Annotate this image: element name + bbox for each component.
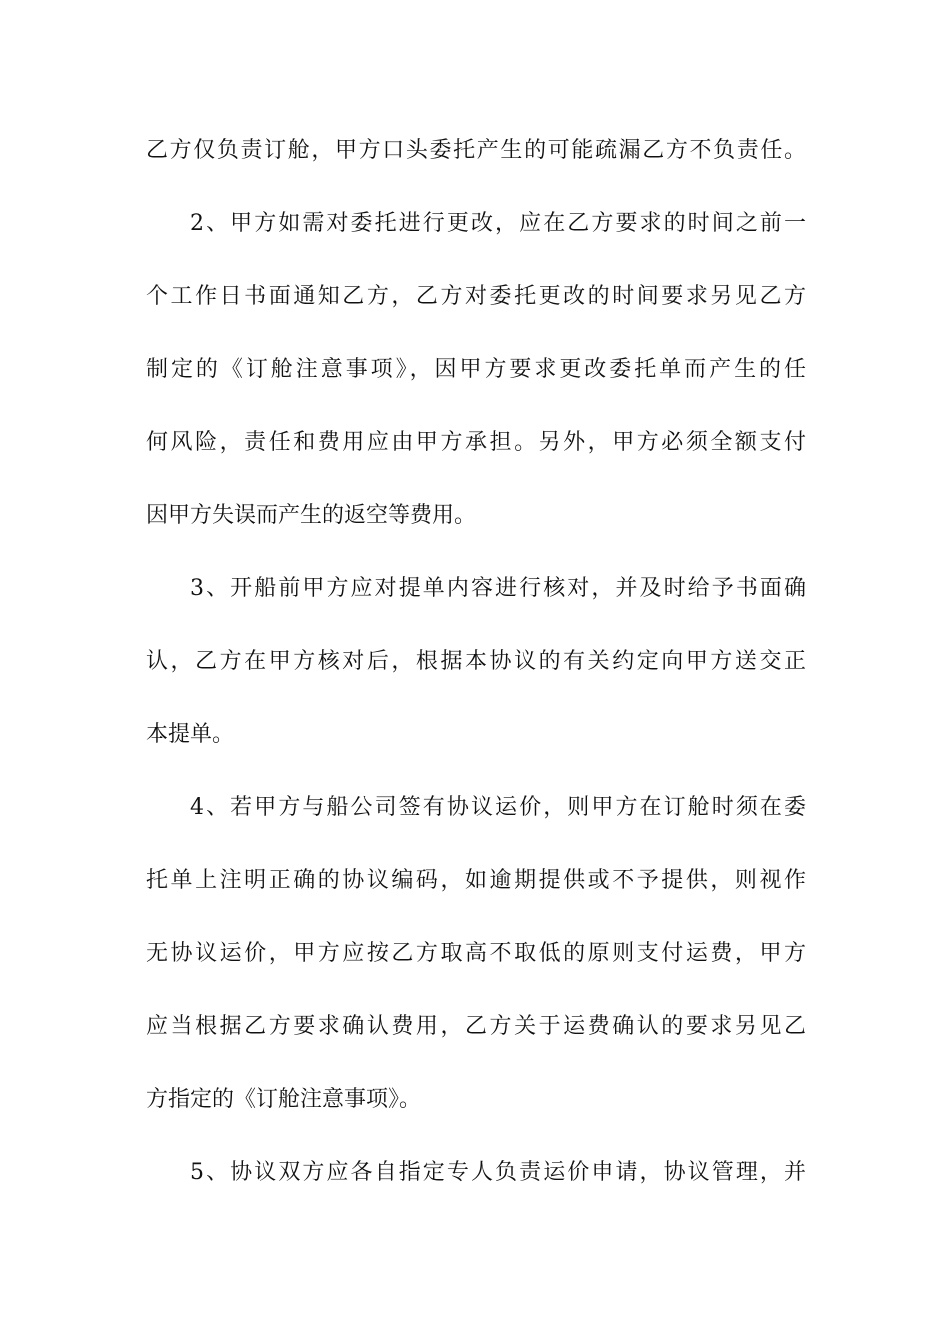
text-line-7: 3、开船前甲方应对提单内容进行核对，并及时给予书面确 <box>190 576 806 601</box>
text-line-9: 本提单。 <box>146 722 235 747</box>
text-line-6: 因甲方失误而产生的返空等费用。 <box>146 503 477 528</box>
text-line-4: 制定的《订舱注意事项》，因甲方要求更改委托单而产生的任 <box>146 357 806 382</box>
text-line-3: 个工作日书面通知乙方，乙方对委托更改的时间要求另见乙方 <box>146 284 806 309</box>
text-line-12: 无协议运价，甲方应按乙方取高不取低的原则支付运费，甲方 <box>146 941 806 966</box>
text-line-14: 方指定的《订舱注意事项》。 <box>146 1087 422 1112</box>
text-line-13: 应当根据乙方要求确认费用，乙方关于运费确认的要求另见乙 <box>146 1014 806 1039</box>
text-line-2: 2、甲方如需对委托进行更改，应在乙方要求的时间之前一 <box>190 211 806 236</box>
text-line-15: 5、协议双方应各自指定专人负责运价申请，协议管理，并 <box>190 1160 806 1185</box>
text-line-1: 乙方仅负责订舱，甲方口头委托产生的可能疏漏乙方不负责任。 <box>146 138 806 163</box>
text-line-8: 认，乙方在甲方核对后，根据本协议的有关约定向甲方送交正 <box>146 649 806 674</box>
text-line-11: 托单上注明正确的协议编码，如逾期提供或不予提供，则视作 <box>146 868 806 893</box>
text-line-5: 何风险，责任和费用应由甲方承担。另外，甲方必须全额支付 <box>146 430 806 455</box>
text-line-10: 4、若甲方与船公司签有协议运价，则甲方在订舱时须在委 <box>190 795 806 820</box>
